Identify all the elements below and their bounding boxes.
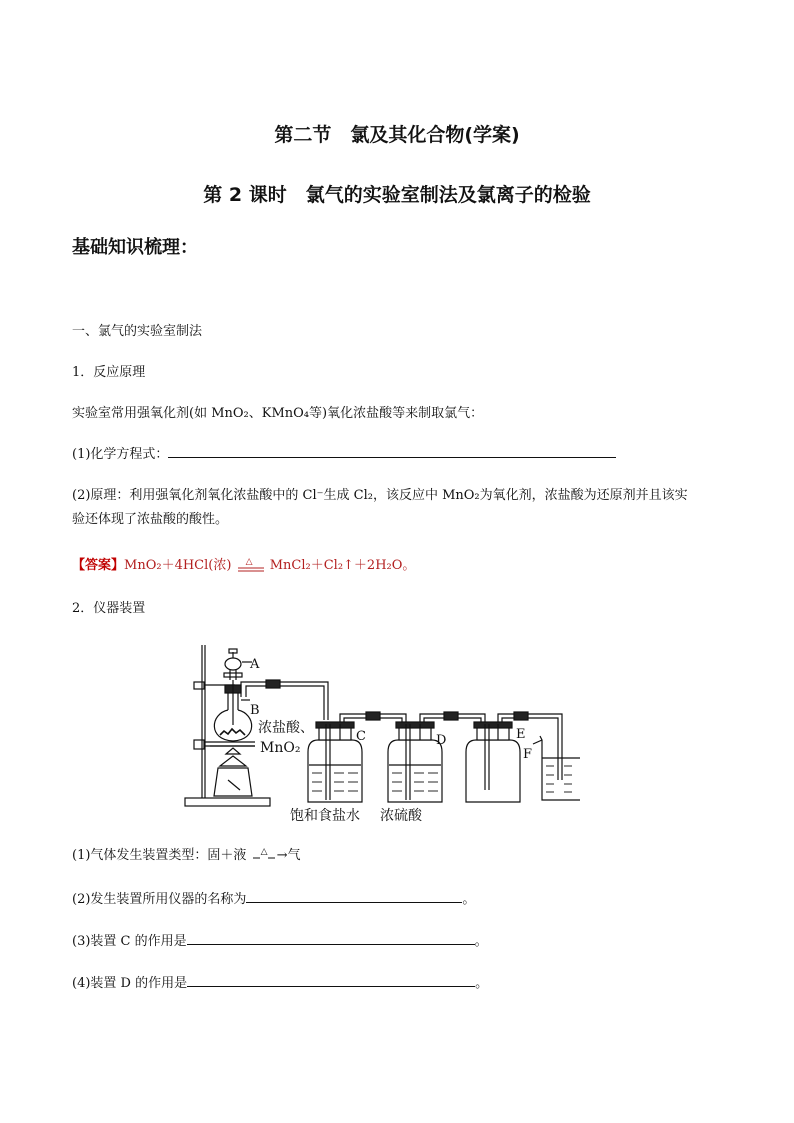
answer-blank-equation[interactable] <box>168 443 616 458</box>
label-bottle-c: 饱和食盐水 <box>290 808 360 824</box>
part1-sub1: 1．反应原理 <box>72 365 146 380</box>
question-generator-type-label: (1)气体发生装置类型：固＋液 <box>72 848 247 863</box>
part1-intro: 实验室常用强氧化剂(如 MnO₂、KMnO₄等)氧化浓盐酸等来制取氯气： <box>72 406 484 421</box>
answer-blank-device-c[interactable] <box>187 930 475 945</box>
heat-arrow <box>251 846 277 863</box>
section-heading-basic: 基础知识梳理： <box>72 237 198 258</box>
question-instrument-name <box>72 888 475 911</box>
answer-line <box>72 555 415 577</box>
answer-blank-device-d[interactable] <box>187 972 475 987</box>
question-device-d-label: (4)装置 D 的作用是 <box>72 976 188 991</box>
heat-condition: △ <box>245 556 253 567</box>
question-equation-label: (1)化学方程式： <box>72 447 169 462</box>
page-title: 第二节 氯及其化合物(学案) <box>274 124 520 146</box>
question-generator-type <box>72 845 300 867</box>
period: 。 <box>475 976 489 991</box>
label-bottle-d: 浓硫酸 <box>380 808 422 824</box>
label-d: D <box>436 733 447 748</box>
apparatus-diagram <box>180 640 580 825</box>
heat-equals-sign <box>236 556 266 573</box>
question-device-c-label: (3)装置 C 的作用是 <box>72 934 187 949</box>
period: 。 <box>462 892 476 907</box>
page-subtitle: 第 2 课时 氯气的实验室制法及氯离子的检验 <box>203 184 591 206</box>
apparatus-figure <box>180 640 580 825</box>
answer-blank-instrument[interactable] <box>246 888 462 903</box>
label-e: E <box>516 727 526 742</box>
label-c: C <box>356 729 366 744</box>
question-principle-line2: 验还体现了浓盐酸的酸性。 <box>72 512 229 527</box>
part1-heading: 一、氯气的实验室制法 <box>72 324 203 339</box>
label-reagent2: MnO₂ <box>260 740 301 756</box>
question-instrument-label: (2)发生装置所用仪器的名称为 <box>72 892 247 907</box>
question-device-d <box>72 972 488 995</box>
period: 。 <box>474 934 488 949</box>
label-b: B <box>250 703 260 718</box>
question-equation <box>72 443 616 466</box>
heat-condition-2: △ <box>260 846 268 857</box>
answer-tag: 【答案】 <box>72 558 125 573</box>
question-device-c <box>72 930 488 953</box>
label-f: F <box>523 747 533 762</box>
part2-sub2: 2．仪器装置 <box>72 601 146 616</box>
answer-reactants: MnO₂＋4HCl(浓) <box>124 558 232 573</box>
question-generator-type-end: →气 <box>276 848 301 863</box>
label-a: A <box>250 657 260 672</box>
question-principle-line1: (2)原理：利用强氧化剂氧化浓盐酸中的 Cl⁻生成 Cl₂，该反应中 MnO₂为氧化剂，浓盐酸为还原剂并且该实 <box>72 488 688 503</box>
answer-products: MnCl₂＋Cl₂↑＋2H₂O。 <box>269 558 416 573</box>
label-reagent1: 浓盐酸、 <box>258 720 314 736</box>
